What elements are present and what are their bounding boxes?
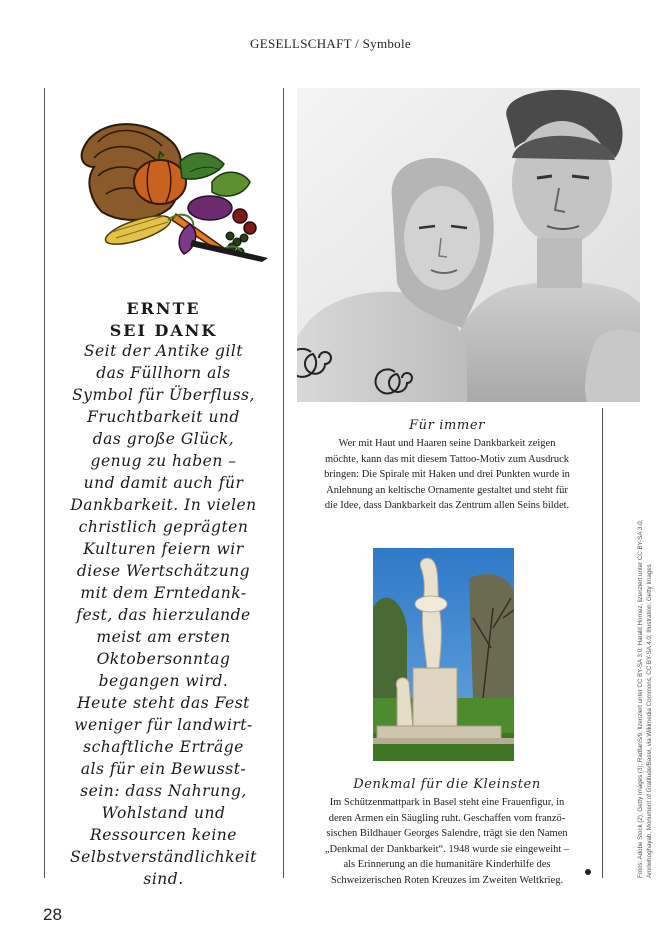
headline-line: SEI DANK <box>109 321 218 340</box>
caption-line: Im Schützenmattpark in Basel steht eine Frauenfigur, in <box>329 797 565 808</box>
body-line: fest, das hierzulande <box>76 606 251 624</box>
caption-line: deren Armen ein Säugling ruht. Geschaffen vom franzö- <box>328 812 566 824</box>
body-line: Seit der Antike gilt <box>83 342 244 360</box>
caption-line: Schweizerischen Roten Kreuzes im Zweiten Weltkrieg. <box>330 874 564 886</box>
body-line: Ressourcen keine <box>90 826 237 844</box>
column-rule-right <box>602 408 603 878</box>
body-line: sind. <box>143 870 184 888</box>
body-line: mit dem Erntedank- <box>80 584 247 602</box>
photo-credits <box>636 458 654 878</box>
credit-line: Fotos: Adobe Stock (2), Getty Images (3); RadfanS/9, lizenziert unter CC BY-SA 3.0; Harald Hornez, lizenziert unter CC BY-SA 3.0; <box>637 519 644 878</box>
caption-line: möchte, kann das mit diesem Tattoo-Motiv zum Ausdruck <box>324 453 570 465</box>
body-line: und damit auch für <box>83 474 244 492</box>
caption-line: die Idee, dass Dankbarkeit das Zentrum allen Seins bildet. <box>324 500 570 511</box>
credit-line: Amriwhoghayab, Monument of Gratitude/Basel, via Wikimedia Commons, CC BY-SA 4.0; Illustration: Getty Images <box>646 564 653 878</box>
body-line: Symbol für Überfluss, <box>72 386 255 404</box>
cornucopia-illustration <box>72 112 268 264</box>
body-line: das große Glück, <box>92 430 235 448</box>
article-end-mark <box>585 869 591 875</box>
page-number: 28 <box>43 905 62 924</box>
body-line: Oktobersonntag <box>96 650 231 668</box>
statue-photo <box>373 548 514 761</box>
body-line: Dankbarkeit. In vielen <box>70 496 257 514</box>
body-line: begangen wird. <box>98 672 229 690</box>
body-line: diese Wertschätzung <box>76 562 251 580</box>
body-line: schaftliche Erträge <box>83 738 244 756</box>
caption-line: „Denkmal der Dankbarkeit“. 1948 wurde sie eingeweiht – <box>324 843 570 855</box>
body-line: Kulturen feiern wir <box>83 540 244 558</box>
caption-line: sischen Bildhauer Georges Salendre, trägt sie den Namen <box>326 828 568 839</box>
statue-caption-title: Denkmal für die Kleinsten <box>353 777 541 792</box>
body-line: als für ein Bewusst- <box>80 760 247 778</box>
body-line: Selbstverständlichkeit <box>70 848 257 866</box>
article-headline <box>47 298 280 342</box>
body-line: christlich geprägten <box>78 518 249 536</box>
article-body <box>47 340 280 890</box>
body-line: Heute steht das Fest <box>77 694 250 712</box>
tattoo-caption-title: Für immer <box>409 418 485 433</box>
body-line: sein: dass Nahrung, <box>80 782 247 800</box>
statue-caption-text <box>297 795 597 888</box>
caption-line: als Erinnerung an die humanitäre Kinderhilfe des <box>343 859 551 870</box>
caption-line: Anlehnung an keltische Ornamente gestaltet und steht für <box>326 484 568 496</box>
body-line: das Füllhorn als <box>96 364 231 382</box>
body-line: weniger für landwirt- <box>74 716 253 734</box>
tattoo-caption-text <box>297 436 597 514</box>
column-rule-left <box>44 88 45 878</box>
section-header: GESELLSCHAFT / Symbole <box>250 36 411 51</box>
body-line: Wohlstand und <box>101 804 226 822</box>
caption-line: Wer mit Haut und Haaren seine Dankbarkeit zeigen <box>338 438 556 449</box>
body-line: meist am ersten <box>96 628 231 646</box>
body-line: Fruchtbarkeit und <box>87 408 240 426</box>
column-rule-middle <box>283 88 284 878</box>
couple-photo <box>297 88 640 402</box>
body-line: genug zu haben – <box>90 452 237 470</box>
caption-line: bringen: Die Spirale mit Haken und drei Punkten wurde in <box>324 469 570 480</box>
headline-line: ERNTE <box>126 299 201 318</box>
